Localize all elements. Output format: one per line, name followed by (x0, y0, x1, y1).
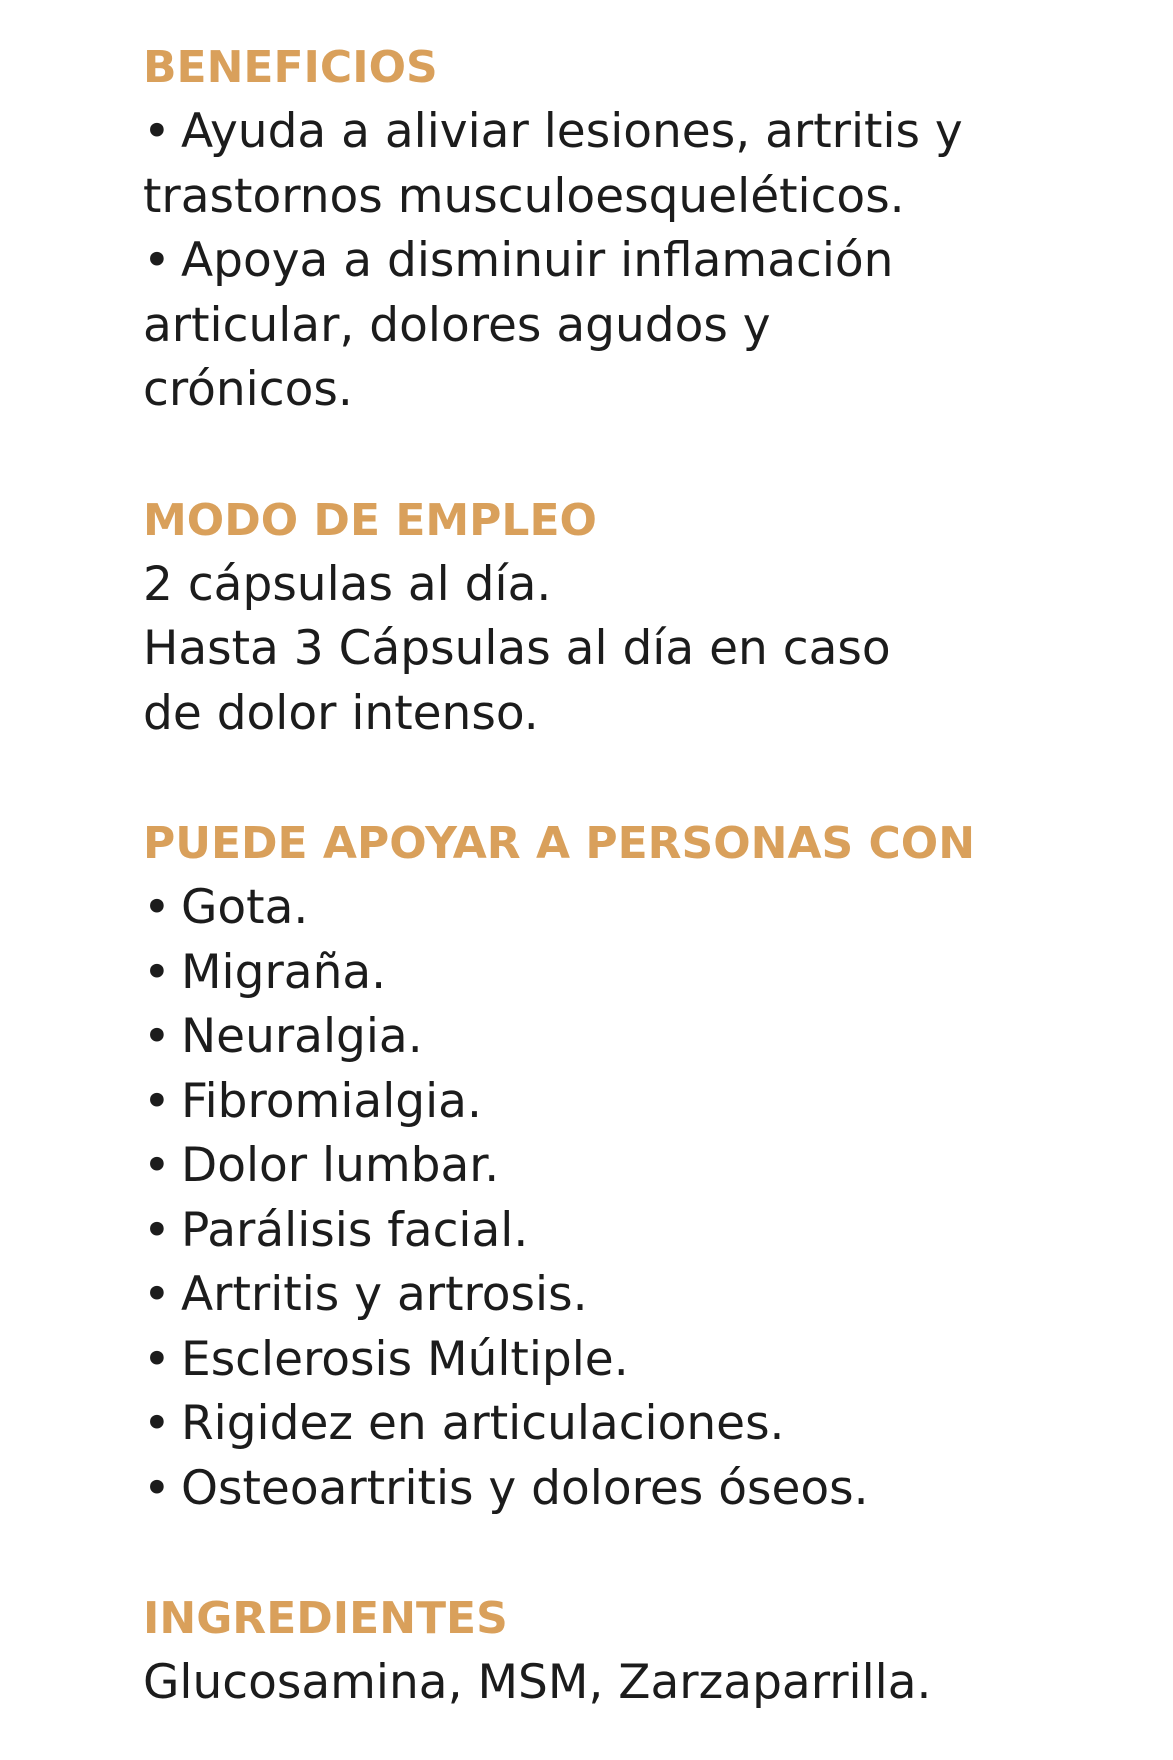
section-spacer (143, 746, 1143, 812)
ingredients-text: Glucosamina, MSM, Zarzaparrilla. (143, 1655, 932, 1710)
condition-item: • Rigidez en articulaciones. (143, 1392, 1143, 1457)
section-heading: BENEFICIOS (143, 42, 438, 93)
usage-line: 2 cápsulas al día. (143, 556, 552, 612)
condition-item: • Artritis y artrosis. (143, 1263, 1143, 1328)
usage-line: de dolor intenso. (143, 685, 539, 741)
benefit-item-continuation: trastornos musculoesqueléticos. (143, 168, 905, 224)
section-ingredientes (143, 1587, 1143, 1716)
section-puede-apoyar (143, 812, 1143, 1521)
condition-item: • Migraña. (143, 941, 1143, 1006)
product-info (143, 36, 1143, 1716)
condition-item: • Parálisis facial. (143, 1199, 1143, 1264)
benefit-item-continuation: articular, dolores agudos y (143, 297, 771, 353)
usage-line: Hasta 3 Cápsulas al día en caso (143, 621, 891, 676)
benefit-item: • Ayuda a aliviar lesiones, artritis y (143, 100, 1143, 165)
section-heading: PUEDE APOYAR A PERSONAS CON (143, 818, 976, 869)
section-modo-empleo (143, 489, 1143, 747)
benefit-item: • Apoya a disminuir inflamación (143, 229, 1143, 294)
condition-item: • Neuralgia. (143, 1005, 1143, 1070)
condition-item: • Gota. (143, 876, 1143, 941)
section-heading: INGREDIENTES (143, 1593, 508, 1644)
condition-item: • Esclerosis Múltiple. (143, 1328, 1143, 1393)
section-heading: MODO DE EMPLEO (143, 494, 597, 546)
section-spacer (143, 423, 1143, 489)
condition-item: • Dolor lumbar. (143, 1134, 1143, 1199)
section-beneficios (143, 36, 1143, 423)
condition-item: • Osteoartritis y dolores óseos. (143, 1457, 1143, 1522)
condition-item: • Fibromialgia. (143, 1070, 1143, 1135)
benefit-item-continuation: crónicos. (143, 362, 353, 417)
section-spacer (143, 1521, 1143, 1587)
